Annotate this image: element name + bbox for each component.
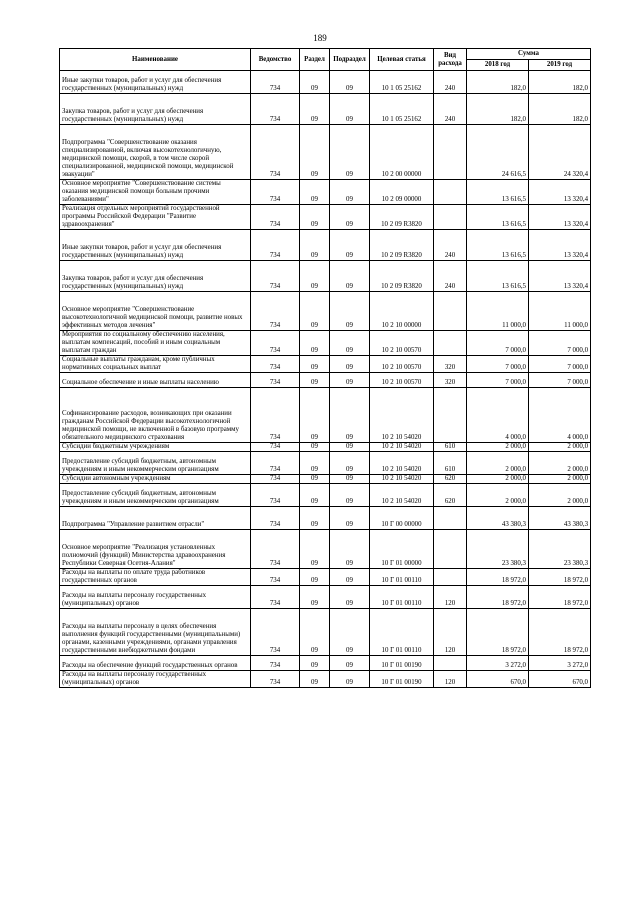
row-expense-type: 610 <box>434 452 467 475</box>
row-name: Подпрограмма "Управление развитием отрасли" <box>60 507 251 530</box>
row-amount-2018: 2 000,0 <box>467 443 529 452</box>
row-section: 09 <box>300 331 330 356</box>
row-section: 09 <box>300 443 330 452</box>
row-section: 09 <box>300 671 330 688</box>
row-department: 734 <box>251 373 300 388</box>
row-subsection: 09 <box>330 507 370 530</box>
row-department: 734 <box>251 292 300 331</box>
table-row <box>60 94 591 125</box>
row-amount-2018: 7 000,0 <box>467 356 529 373</box>
row-target-article: 10 Г 01 00110 <box>370 609 434 656</box>
row-expense-type: 240 <box>434 230 467 261</box>
row-section: 09 <box>300 261 330 292</box>
row-amount-2018: 2 000,0 <box>467 475 529 484</box>
row-expense-type <box>434 530 467 569</box>
row-department: 734 <box>251 261 300 292</box>
row-expense-type: 620 <box>434 484 467 507</box>
row-subsection: 09 <box>330 292 370 331</box>
row-amount-2018: 182,0 <box>467 71 529 94</box>
row-expense-type <box>434 656 467 671</box>
row-target-article: 10 Г 01 00110 <box>370 569 434 586</box>
row-target-article: 10 2 00 00000 <box>370 125 434 180</box>
row-target-article: 10 2 09 R3820 <box>370 205 434 230</box>
table-row <box>60 586 591 609</box>
row-department: 734 <box>251 656 300 671</box>
row-amount-2018: 7 000,0 <box>467 373 529 388</box>
row-subsection: 09 <box>330 205 370 230</box>
row-amount-2018: 13 616,5 <box>467 180 529 205</box>
row-name: Основное мероприятие "Совершенствование системы оказания медицинской помощи больным прочими заболеваниями" <box>60 180 251 205</box>
row-expense-type <box>434 331 467 356</box>
row-expense-type: 120 <box>434 609 467 656</box>
row-expense-type <box>434 205 467 230</box>
row-expense-type <box>434 507 467 530</box>
table-row <box>60 261 591 292</box>
table-row <box>60 331 591 356</box>
row-target-article: 10 2 10 54020 <box>370 443 434 452</box>
row-section: 09 <box>300 656 330 671</box>
row-department: 734 <box>251 569 300 586</box>
row-amount-2019: 182,0 <box>529 94 591 125</box>
row-amount-2018: 13 616,5 <box>467 205 529 230</box>
row-amount-2018: 13 616,5 <box>467 230 529 261</box>
row-name: Закупка товаров, работ и услуг для обеспечения государственных (муниципальных) нужд <box>60 261 251 292</box>
row-amount-2018: 182,0 <box>467 94 529 125</box>
row-target-article: 10 2 09 00000 <box>370 180 434 205</box>
row-name: Реализация отдельных мероприятий государственной программы Российской Федерации "Развитие здравоохранения" <box>60 205 251 230</box>
row-section: 09 <box>300 507 330 530</box>
row-subsection: 09 <box>330 94 370 125</box>
row-target-article: 10 Г 01 00110 <box>370 586 434 609</box>
row-subsection: 09 <box>330 373 370 388</box>
row-subsection: 09 <box>330 609 370 656</box>
row-section: 09 <box>300 530 330 569</box>
table-row <box>60 388 591 443</box>
table-row <box>60 656 591 671</box>
row-expense-type: 240 <box>434 94 467 125</box>
row-amount-2018: 2 000,0 <box>467 484 529 507</box>
row-amount-2019: 2 000,0 <box>529 475 591 484</box>
row-section: 09 <box>300 609 330 656</box>
budget-table <box>59 48 591 688</box>
row-target-article: 10 2 10 00570 <box>370 331 434 356</box>
row-expense-type: 120 <box>434 671 467 688</box>
row-name: Иные закупки товаров, работ и услуг для обеспечения государственных (муниципальных) нужд <box>60 230 251 261</box>
row-subsection: 09 <box>330 452 370 475</box>
row-target-article: 10 Г 00 00000 <box>370 507 434 530</box>
row-expense-type: 240 <box>434 261 467 292</box>
row-subsection: 09 <box>330 443 370 452</box>
row-amount-2019: 13 320,4 <box>529 230 591 261</box>
row-amount-2018: 18 972,0 <box>467 586 529 609</box>
row-name: Софинансирование расходов, возникающих при оказании гражданам Российской Федерации высокотехнологичной медицинской помощи, не включенной в базовую программу обязательного медицинского страхования <box>60 388 251 443</box>
row-amount-2019: 4 000,0 <box>529 388 591 443</box>
table-row <box>60 373 591 388</box>
row-expense-type <box>434 569 467 586</box>
row-subsection: 09 <box>330 586 370 609</box>
row-department: 734 <box>251 331 300 356</box>
row-section: 09 <box>300 373 330 388</box>
row-section: 09 <box>300 205 330 230</box>
row-amount-2019: 2 000,0 <box>529 443 591 452</box>
row-subsection: 09 <box>330 569 370 586</box>
row-subsection: 09 <box>330 356 370 373</box>
row-name: Подпрограмма "Совершенствование оказания специализированной, включая высокотехнологичную, медицинской помощи, скорой, в том числе скорой специализированной, медицинской помощи, медицинской эвакуации" <box>60 125 251 180</box>
row-amount-2019: 13 320,4 <box>529 205 591 230</box>
table-row <box>60 530 591 569</box>
row-section: 09 <box>300 452 330 475</box>
row-name: Предоставление субсидий бюджетным, автономным учреждениям и иным некоммерческим организациям <box>60 452 251 475</box>
table-row <box>60 475 591 484</box>
row-name: Закупка товаров, работ и услуг для обеспечения государственных (муниципальных) нужд <box>60 94 251 125</box>
row-amount-2019: 23 380,3 <box>529 530 591 569</box>
row-department: 734 <box>251 586 300 609</box>
header-expense-type: Вид расхода <box>434 49 467 71</box>
row-amount-2018: 18 972,0 <box>467 609 529 656</box>
row-amount-2018: 670,0 <box>467 671 529 688</box>
table-row <box>60 443 591 452</box>
row-subsection: 09 <box>330 71 370 94</box>
row-amount-2019: 43 380,3 <box>529 507 591 530</box>
row-amount-2018: 3 272,0 <box>467 656 529 671</box>
row-target-article: 10 Г 01 00190 <box>370 671 434 688</box>
row-subsection: 09 <box>330 180 370 205</box>
row-section: 09 <box>300 94 330 125</box>
row-target-article: 10 2 10 00000 <box>370 292 434 331</box>
row-amount-2019: 7 000,0 <box>529 356 591 373</box>
row-name: Предоставление субсидий бюджетным, автономным учреждениям и иным некоммерческим организациям <box>60 484 251 507</box>
row-department: 734 <box>251 452 300 475</box>
row-name: Субсидии бюджетным учреждениям <box>60 443 251 452</box>
row-expense-type <box>434 292 467 331</box>
row-name: Социальные выплаты гражданам, кроме публичных нормативных социальных выплат <box>60 356 251 373</box>
row-target-article: 10 Г 01 00000 <box>370 530 434 569</box>
table-row <box>60 205 591 230</box>
row-department: 734 <box>251 180 300 205</box>
row-department: 734 <box>251 443 300 452</box>
row-department: 734 <box>251 94 300 125</box>
row-amount-2019: 18 972,0 <box>529 569 591 586</box>
table-row <box>60 507 591 530</box>
row-department: 734 <box>251 356 300 373</box>
row-amount-2019: 18 972,0 <box>529 586 591 609</box>
row-section: 09 <box>300 180 330 205</box>
row-amount-2018: 2 000,0 <box>467 452 529 475</box>
row-expense-type: 610 <box>434 443 467 452</box>
row-subsection: 09 <box>330 475 370 484</box>
row-subsection: 09 <box>330 230 370 261</box>
row-target-article: 10 1 05 25162 <box>370 71 434 94</box>
table-row <box>60 180 591 205</box>
row-target-article: 10 2 10 54020 <box>370 484 434 507</box>
row-amount-2019: 2 000,0 <box>529 484 591 507</box>
row-amount-2018: 43 380,3 <box>467 507 529 530</box>
row-name: Расходы на выплаты персоналу государственных (муниципальных) органов <box>60 671 251 688</box>
row-subsection: 09 <box>330 530 370 569</box>
table-row <box>60 71 591 94</box>
table-row <box>60 230 591 261</box>
row-subsection: 09 <box>330 656 370 671</box>
row-department: 734 <box>251 125 300 180</box>
table-row <box>60 356 591 373</box>
header-year-2019: 2019 год <box>529 60 591 71</box>
header-amount: Сумма <box>467 49 591 60</box>
row-section: 09 <box>300 230 330 261</box>
row-amount-2018: 7 000,0 <box>467 331 529 356</box>
row-department: 734 <box>251 205 300 230</box>
row-expense-type: 320 <box>434 356 467 373</box>
row-section: 09 <box>300 356 330 373</box>
row-target-article: 10 2 10 54020 <box>370 452 434 475</box>
row-department: 734 <box>251 507 300 530</box>
header-year-2018: 2018 год <box>467 60 529 71</box>
row-amount-2019: 7 000,0 <box>529 331 591 356</box>
row-amount-2019: 2 000,0 <box>529 452 591 475</box>
row-name: Основное мероприятие "Совершенствование высокотехнологичной медицинской помощи, развитие новых эффективных методов лечения" <box>60 292 251 331</box>
row-expense-type <box>434 180 467 205</box>
row-section: 09 <box>300 292 330 331</box>
row-name: Расходы на выплаты персоналу государственных (муниципальных) органов <box>60 586 251 609</box>
row-target-article: 10 2 10 00570 <box>370 373 434 388</box>
row-expense-type <box>434 125 467 180</box>
table-row <box>60 569 591 586</box>
row-amount-2018: 24 616,5 <box>467 125 529 180</box>
row-department: 734 <box>251 671 300 688</box>
header-name: Наименование <box>60 49 251 71</box>
row-target-article: 10 2 09 R3820 <box>370 230 434 261</box>
row-section: 09 <box>300 475 330 484</box>
row-section: 09 <box>300 484 330 507</box>
row-target-article: 10 1 05 25162 <box>370 94 434 125</box>
row-section: 09 <box>300 569 330 586</box>
header-subsection: Подраздел <box>330 49 370 71</box>
row-name: Субсидии автономным учреждениям <box>60 475 251 484</box>
row-section: 09 <box>300 586 330 609</box>
row-amount-2018: 18 972,0 <box>467 569 529 586</box>
row-expense-type <box>434 388 467 443</box>
row-amount-2019: 182,0 <box>529 71 591 94</box>
row-department: 734 <box>251 388 300 443</box>
row-subsection: 09 <box>330 125 370 180</box>
row-name: Социальное обеспечение и иные выплаты населению <box>60 373 251 388</box>
row-department: 734 <box>251 71 300 94</box>
table-row <box>60 609 591 656</box>
row-expense-type: 620 <box>434 475 467 484</box>
row-subsection: 09 <box>330 331 370 356</box>
row-amount-2019: 7 000,0 <box>529 373 591 388</box>
row-name: Иные закупки товаров, работ и услуг для обеспечения государственных (муниципальных) нужд <box>60 71 251 94</box>
table-row <box>60 671 591 688</box>
row-target-article: 10 2 10 00570 <box>370 356 434 373</box>
row-subsection: 09 <box>330 484 370 507</box>
row-subsection: 09 <box>330 388 370 443</box>
row-name: Основное мероприятие "Реализация установленных полномочий (функций) Министерства здравоохранения Республики Северная Осетия-Алания" <box>60 530 251 569</box>
row-target-article: 10 2 10 54020 <box>370 475 434 484</box>
row-expense-type: 240 <box>434 71 467 94</box>
row-amount-2018: 11 000,0 <box>467 292 529 331</box>
row-target-article: 10 2 10 54020 <box>370 388 434 443</box>
row-expense-type: 120 <box>434 586 467 609</box>
header-target-article: Целевая статья <box>370 49 434 71</box>
row-section: 09 <box>300 125 330 180</box>
row-amount-2019: 24 320,4 <box>529 125 591 180</box>
row-department: 734 <box>251 484 300 507</box>
row-amount-2019: 670,0 <box>529 671 591 688</box>
row-target-article: 10 2 09 R3820 <box>370 261 434 292</box>
row-subsection: 09 <box>330 671 370 688</box>
row-name: Расходы на обеспечение функций государственных органов <box>60 656 251 671</box>
header-section: Раздел <box>300 49 330 71</box>
row-subsection: 09 <box>330 261 370 292</box>
row-department: 734 <box>251 530 300 569</box>
row-amount-2019: 3 272,0 <box>529 656 591 671</box>
header-department: Ведомство <box>251 49 300 71</box>
row-target-article: 10 Г 01 00190 <box>370 656 434 671</box>
row-expense-type: 320 <box>434 373 467 388</box>
row-name: Расходы на выплаты персоналу в целях обеспечения выполнения функций государственными (муниципальными) органами, казенными учреждениями, органами управления государственными внебюджетными фондами <box>60 609 251 656</box>
row-section: 09 <box>300 388 330 443</box>
table-row <box>60 125 591 180</box>
row-amount-2018: 23 380,3 <box>467 530 529 569</box>
table-row <box>60 292 591 331</box>
row-amount-2019: 11 000,0 <box>529 292 591 331</box>
row-amount-2019: 18 972,0 <box>529 609 591 656</box>
row-section: 09 <box>300 71 330 94</box>
table-row <box>60 484 591 507</box>
page-number: 189 <box>313 33 327 43</box>
row-amount-2019: 13 320,4 <box>529 180 591 205</box>
row-amount-2018: 13 616,5 <box>467 261 529 292</box>
row-department: 734 <box>251 230 300 261</box>
row-department: 734 <box>251 475 300 484</box>
row-name: Мероприятия по социальному обеспечению населения, выплатам компенсаций, пособий и иным социальным выплатам граждан <box>60 331 251 356</box>
table-row <box>60 452 591 475</box>
row-name: Расходы на выплаты по оплате труда работников государственных органов <box>60 569 251 586</box>
row-department: 734 <box>251 609 300 656</box>
row-amount-2018: 4 000,0 <box>467 388 529 443</box>
row-amount-2019: 13 320,4 <box>529 261 591 292</box>
